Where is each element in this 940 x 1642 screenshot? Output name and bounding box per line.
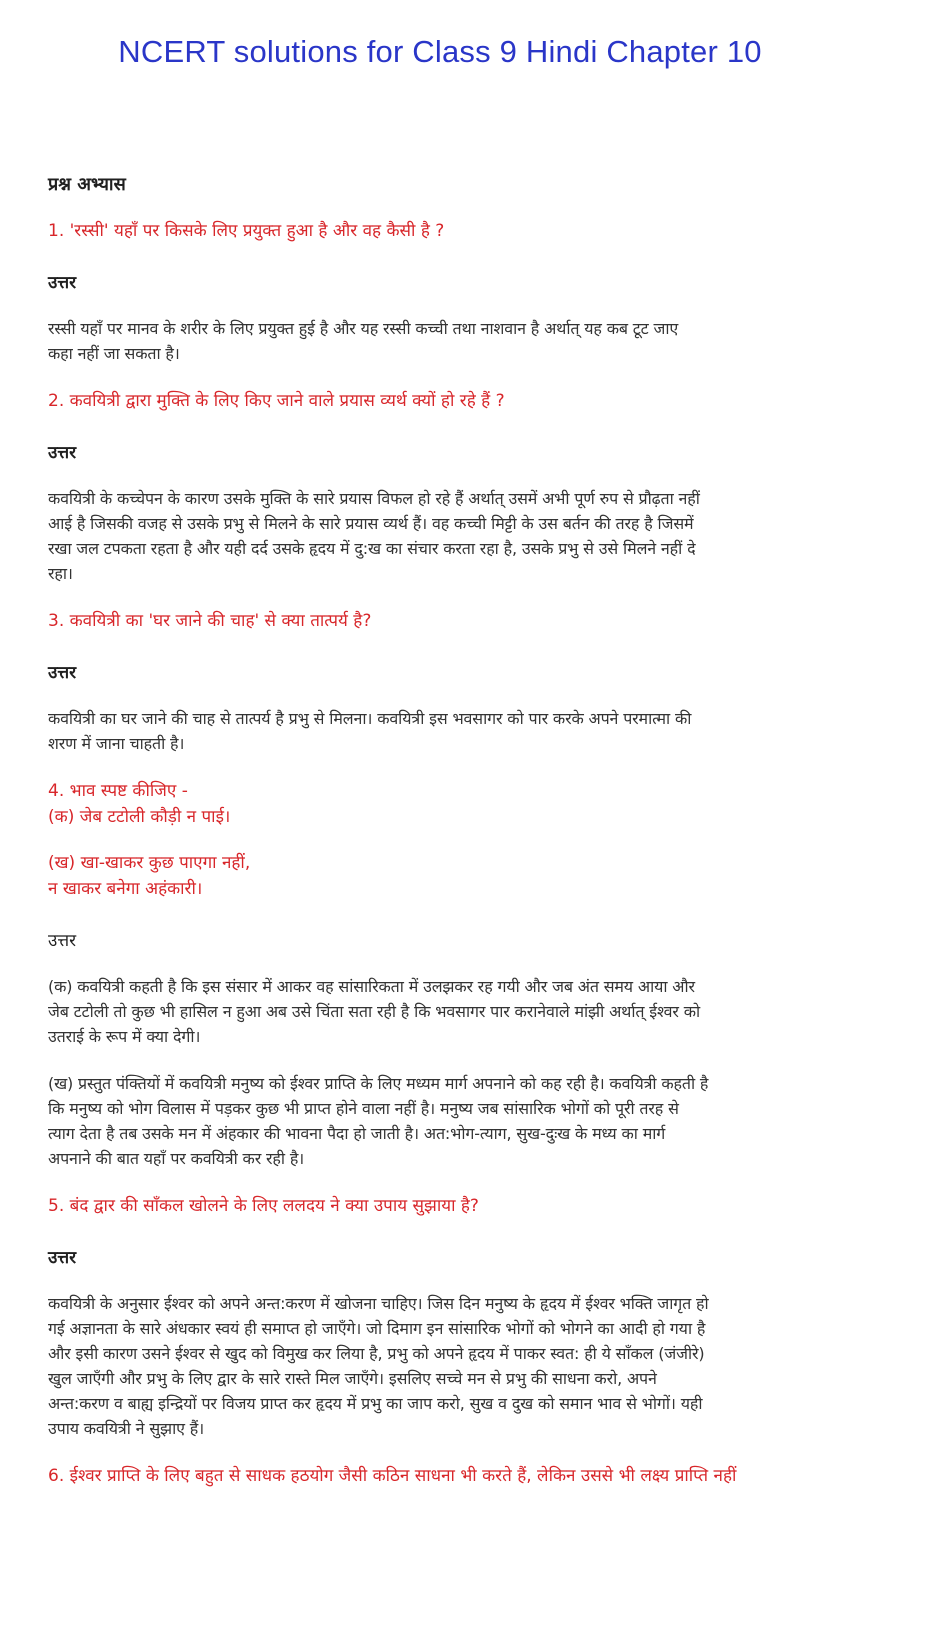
answer-5 xyxy=(48,1291,908,1441)
question-4b-line: (ख) खा-खाकर कुछ पाएगा नहीं, xyxy=(48,853,251,873)
answer-5-line: उपाय कवयित्री ने सुझाए हैं। xyxy=(48,1419,205,1438)
answer-1-line: रस्सी यहाँ पर मानव के शरीर के लिए प्रयुक्त हुई है और यह रस्सी कच्ची तथा नाशवान है अर्थात् यह कब टूट जाए xyxy=(48,319,679,338)
answer-4a-line: उतराई के रूप में क्या देगी। xyxy=(48,1027,201,1046)
answer-2-line: रहा। xyxy=(48,564,73,583)
section-heading: प्रश्न अभ्यास xyxy=(48,174,126,195)
question-5: 5. बंद द्वार की साँकल खोलने के लिए ललदय ने क्या उपाय सुझाया है? xyxy=(48,1196,479,1216)
answer-4b-line: (ख) प्रस्तुत पंक्तियों में कवयित्री मनुष्य को ईश्वर प्राप्ति के लिए मध्यम मार्ग अपनाने को कह रही है। कवयित्री कहती है xyxy=(48,1074,709,1093)
answer-5-line: खुल जाएँगी और प्रभु के लिए द्वार के सारे रास्ते मिल जाएँगे। इसलिए सच्चे मन से प्रभु की साधना करो, अपने xyxy=(48,1369,657,1388)
answer-2-line: रखा जल टपकता रहता है और यही दर्द उसके हृदय में दु:ख का संचार करता रहा है, उसके प्रभु से उसे मिलने नहीं दे xyxy=(48,539,696,558)
answer-5-line: कवयित्री के अनुसार ईश्वर को अपने अन्त:करण में खोजना चाहिए। जिस दिन मनुष्य के हृदय में ईश्वर भक्ति जागृत हो xyxy=(48,1294,709,1313)
answer-4b xyxy=(48,1071,908,1171)
answer-3 xyxy=(48,706,908,756)
answer-4b-line: अपनाने की बात यहाँ पर कवयित्री कर रही है। xyxy=(48,1149,305,1168)
answer-4a-line: जेब टटोली तो कुछ भी हासिल न हुआ अब उसे चिंता सता रही है कि भवसागर पार करानेवाले मांझी अर्थात् ईश्वर को xyxy=(48,1002,700,1021)
answer-4a xyxy=(48,974,908,1049)
document-body xyxy=(48,172,908,1515)
question-4 xyxy=(48,778,908,830)
answer-5-line: अन्त:करण व बाह्य इन्द्रियों पर विजय प्राप्त कर हृदय में प्रभु का जाप करो, सुख व दुख को समान भाव से भोगों। यही xyxy=(48,1394,703,1413)
answer-1 xyxy=(48,316,908,366)
answer-label-3: उत्तर xyxy=(48,663,77,683)
question-4b-line: न खाकर बनेगा अहंकारी। xyxy=(48,879,203,899)
answer-5-line: और इसी कारण उसने ईश्वर से खुद को विमुख कर लिया है, प्रभु को अपने हृदय में पाकर स्वत: ही ये साँकल (जंजीरे) xyxy=(48,1344,705,1363)
question-1: 1. 'रस्सी' यहाँ पर किसके लिए प्रयुक्त हुआ है और वह कैसी है ? xyxy=(48,221,445,241)
answer-1-line: कहा नहीं जा सकता है। xyxy=(48,344,180,363)
answer-label-2: उत्तर xyxy=(48,443,77,463)
answer-label-5: उत्तर xyxy=(48,1248,77,1268)
question-6: 6. ईश्वर प्राप्ति के लिए बहुत से साधक हठयोग जैसी कठिन साधना भी करते हैं, लेकिन उससे भी लक्ष्य प्राप्ति नहीं xyxy=(48,1466,737,1486)
answer-2 xyxy=(48,486,908,586)
answer-5-line: गई अज्ञानता के सारे अंधकार स्वयं ही समाप्त हो जाएँगे। जो दिमाग इन सांसारिक भोगों को भोगने का आदी हो गया है xyxy=(48,1319,706,1338)
answer-4b-line: कि मनुष्य को भोग विलास में पड़कर कुछ भी प्राप्त होने वाला नहीं है। मनुष्य जब सांसारिक भोगों को पूरी तरह से xyxy=(48,1099,679,1118)
question-4b xyxy=(48,850,908,902)
question-4-line: (क) जेब टटोली कौड़ी न पाई। xyxy=(48,807,231,827)
answer-2-line: आई है जिसकी वजह से उसके प्रभु से मिलने के सारे प्रयास व्यर्थ हैं। वह कच्ची मिट्टी के उस बर्तन की तरह है जिसमें xyxy=(48,514,694,533)
question-3: 3. कवयित्री का 'घर जाने की चाह' से क्या तात्पर्य है? xyxy=(48,611,372,631)
answer-3-line: कवयित्री का घर जाने की चाह से तात्पर्य है प्रभु से मिलना। कवयित्री इस भवसागर को पार करके अपने परमात्मा की xyxy=(48,709,692,728)
question-2: 2. कवयित्री द्वारा मुक्ति के लिए किए जाने वाले प्रयास व्यर्थ क्यों हो रहे हैं ? xyxy=(48,391,505,411)
page-title: NCERT solutions for Class 9 Hindi Chapter 10 xyxy=(118,34,762,69)
answer-2-line: कवयित्री के कच्चेपन के कारण उसके मुक्ति के सारे प्रयास विफल हो रहे हैं अर्थात् उसमें अभी पूर्ण रुप से प्रौढ़ता नहीं xyxy=(48,489,700,508)
question-4-line: 4. भाव स्पष्ट कीजिए - xyxy=(48,781,188,801)
answer-4b-line: त्याग देता है तब उसके मन में अंहकार की भावना पैदा हो जाती है। अत:भोग-त्याग, सुख-दुःख के मध्य का मार्ग xyxy=(48,1124,666,1143)
answer-3-line: शरण में जाना चाहती है। xyxy=(48,734,185,753)
answer-4a-line: (क) कवयित्री कहती है कि इस संसार में आकर वह सांसारिकता में उलझकर रह गयी और जब अंत समय आया और xyxy=(48,977,695,996)
answer-label-1: उत्तर xyxy=(48,273,77,293)
answer-label-4: उत्तर xyxy=(48,931,77,951)
